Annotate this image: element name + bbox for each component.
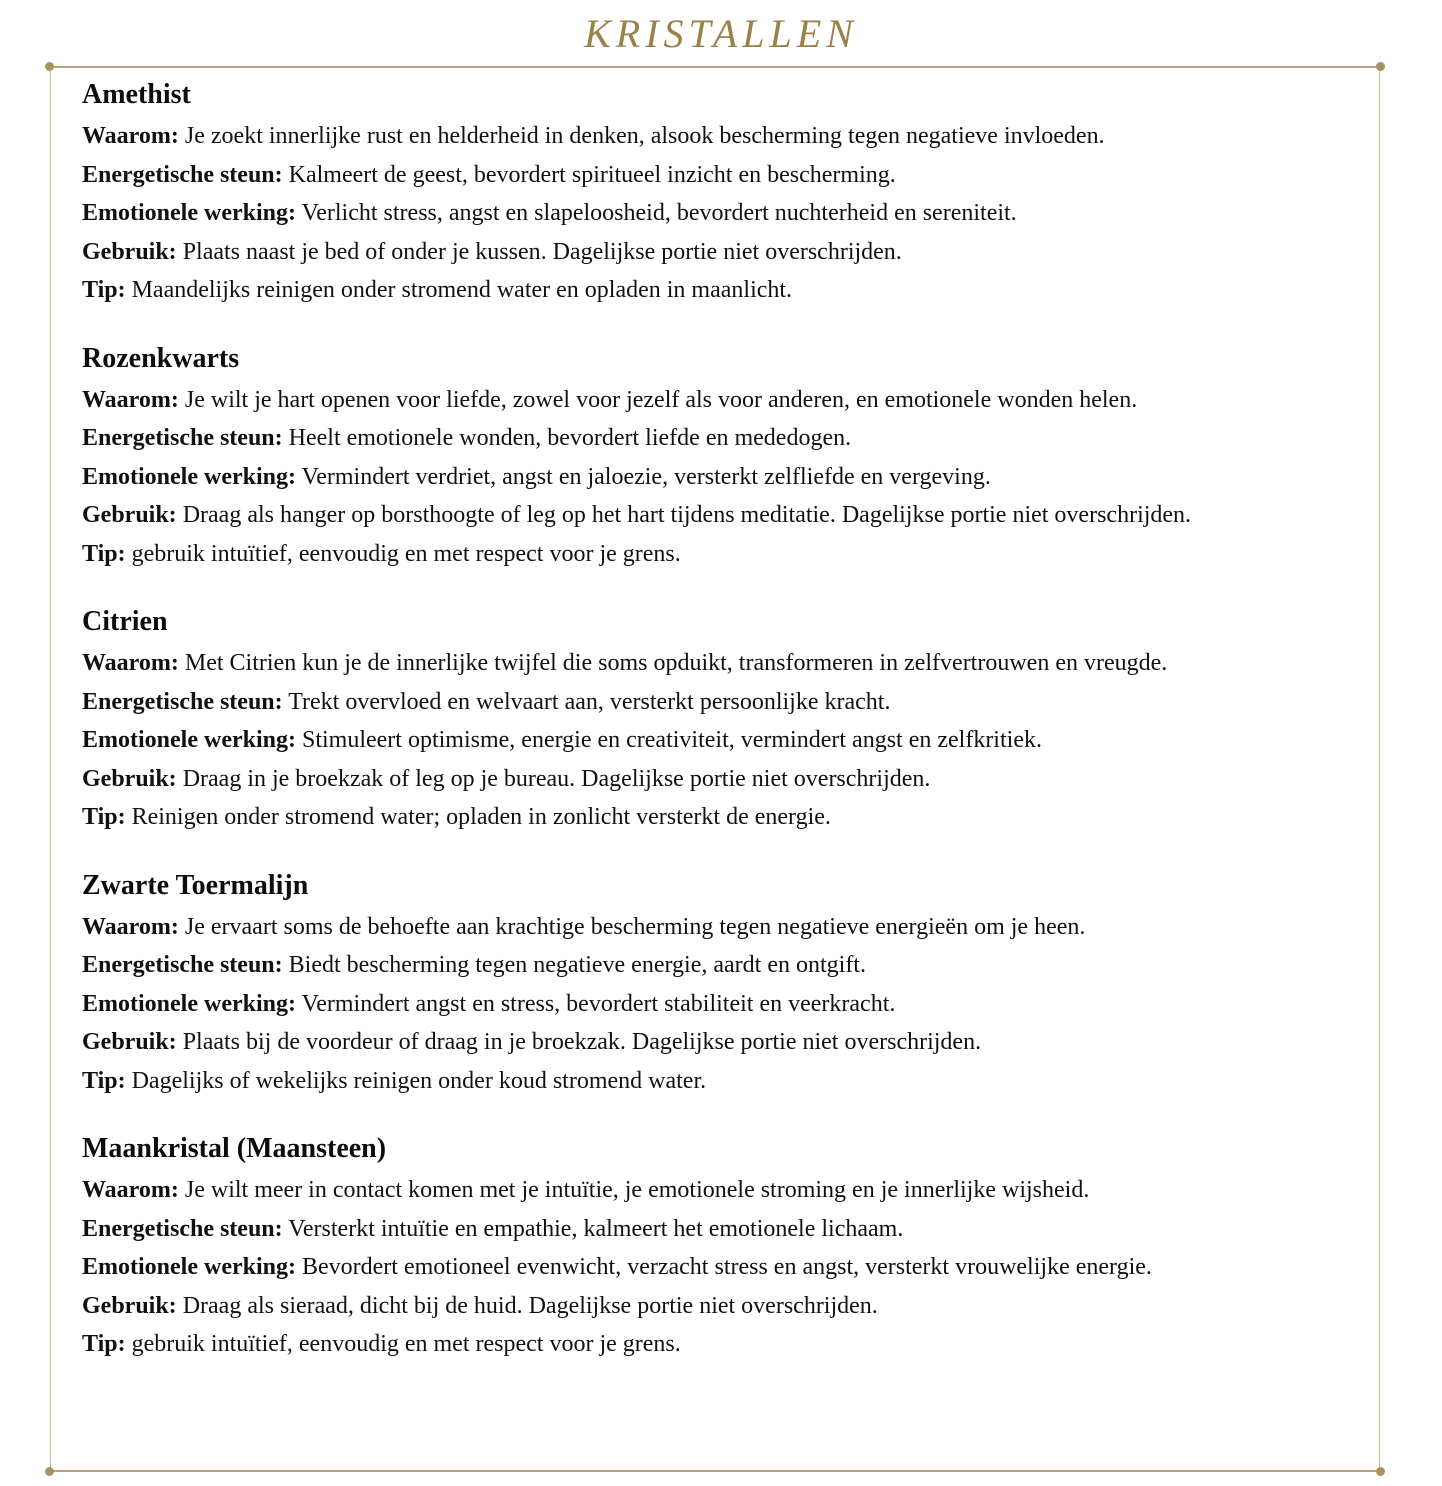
field-waarom xyxy=(82,908,1372,947)
field-text: Vermindert angst en stress, bevordert stabiliteit en veerkracht. xyxy=(301,990,896,1017)
field-text: Draag in je broekzak of leg op je bureau. Dagelijkse portie niet overschrijden. xyxy=(182,765,931,792)
field-label: Tip: xyxy=(82,804,126,830)
field-label: Energetische steun: xyxy=(82,688,283,715)
field-text: Reinigen onder stromend water; opladen in zonlicht versterkt de energie. xyxy=(131,804,831,830)
field-energetische-steun xyxy=(82,419,1372,458)
field-label: Waarom: xyxy=(82,123,179,149)
field-text: Trekt overvloed en welvaart aan, versterkt persoonlijke kracht. xyxy=(288,688,891,715)
field-text: Bevordert emotioneel evenwicht, verzacht stress en angst, versterkt vrouwelijke energie. xyxy=(301,1254,1152,1280)
field-text: Maandelijks reinigen onder stromend water en opladen in maanlicht. xyxy=(131,277,793,303)
field-label: Tip: xyxy=(82,1067,126,1094)
field-label: Emotionele werking: xyxy=(82,200,296,226)
field-label: Tip: xyxy=(82,540,126,567)
field-text: Je ervaart soms de behoefte aan krachtige bescherming tegen negatieve energieën om je heen. xyxy=(184,913,1086,940)
field-label: Waarom: xyxy=(82,913,179,940)
field-energetische-steun xyxy=(82,1210,1372,1249)
field-text: Verlicht stress, angst en slapeloosheid, bevordert nuchterheid en sereniteit. xyxy=(301,200,1017,226)
field-tip xyxy=(82,1325,1372,1364)
field-text: Plaats bij de voordeur of draag in je broekzak. Dagelijkse portie niet overschrijden. xyxy=(182,1029,982,1055)
field-label: Tip: xyxy=(82,1331,126,1357)
field-text: Heelt emotionele wonden, bevordert liefde en mededogen. xyxy=(288,425,852,451)
field-tip xyxy=(82,271,1372,310)
field-tip xyxy=(82,798,1372,837)
crystal-section-citrien xyxy=(82,603,1372,837)
field-label: Gebruik: xyxy=(82,238,177,265)
crystal-section-rozenkwarts xyxy=(82,340,1372,574)
field-text: Je zoekt innerlijke rust en helderheid in denken, alsook bescherming tegen negatieve invloeden. xyxy=(184,123,1105,149)
crystal-name: Amethist xyxy=(82,79,191,110)
crystal-name: Maankristal (Maansteen) xyxy=(82,1133,387,1164)
field-label: Emotionele werking: xyxy=(82,463,296,490)
field-label: Energetische steun: xyxy=(82,952,283,978)
field-text: gebruik intuïtief, eenvoudig en met respect voor je grens. xyxy=(131,1331,681,1357)
field-tip xyxy=(82,1062,1372,1101)
field-emotionele-werking xyxy=(82,194,1372,233)
field-emotionele-werking xyxy=(82,985,1372,1024)
crystal-section-zwarte-toermalijn xyxy=(82,867,1372,1101)
field-text: Stimuleert optimisme, energie en creativiteit, vermindert angst en zelfkritiek. xyxy=(301,727,1042,753)
field-label: Gebruik: xyxy=(82,502,177,528)
crystal-section-maankristal xyxy=(82,1130,1372,1364)
field-label: Energetische steun: xyxy=(82,1215,283,1242)
field-emotionele-werking xyxy=(82,1248,1372,1287)
field-text: Kalmeert de geest, bevordert spiritueel inzicht en bescherming. xyxy=(288,161,896,188)
field-text: Plaats naast je bed of onder je kussen. Dagelijkse portie niet overschrijden. xyxy=(182,238,902,265)
frame-corner-dot-bottom-right xyxy=(1376,1467,1385,1476)
field-energetische-steun xyxy=(82,683,1372,722)
frame-corner-dot-top-left xyxy=(45,62,54,71)
field-label: Waarom: xyxy=(82,386,179,413)
crystal-name: Citrien xyxy=(82,606,168,637)
field-emotionele-werking xyxy=(82,458,1372,497)
field-gebruik xyxy=(82,1023,1372,1062)
field-label: Energetische steun: xyxy=(82,161,283,188)
field-waarom xyxy=(82,1171,1372,1210)
field-label: Gebruik: xyxy=(82,765,177,792)
field-label: Waarom: xyxy=(82,1177,179,1203)
crystal-name: Rozenkwarts xyxy=(82,342,240,374)
field-gebruik xyxy=(82,233,1372,272)
field-text: Je wilt je hart openen voor liefde, zowel voor jezelf als voor anderen, en emotionele wonden helen. xyxy=(184,386,1138,413)
crystal-section-amethist xyxy=(82,76,1372,310)
crystal-name: Zwarte Toermalijn xyxy=(82,869,309,901)
field-gebruik xyxy=(82,1287,1372,1326)
field-text: Biedt bescherming tegen negatieve energie, aardt en ontgift. xyxy=(288,952,866,978)
field-gebruik xyxy=(82,760,1372,799)
field-label: Energetische steun: xyxy=(82,425,283,451)
field-tip xyxy=(82,535,1372,574)
field-text: gebruik intuïtief, eenvoudig en met respect voor je grens. xyxy=(131,540,681,567)
field-text: Dagelijks of wekelijks reinigen onder koud stromend water. xyxy=(131,1067,707,1094)
field-label: Tip: xyxy=(82,277,126,303)
field-label: Gebruik: xyxy=(82,1029,177,1055)
crystal-list xyxy=(82,76,1372,1394)
field-energetische-steun xyxy=(82,946,1372,985)
field-gebruik xyxy=(82,496,1372,535)
frame-corner-dot-bottom-left xyxy=(45,1467,54,1476)
field-waarom xyxy=(82,644,1372,683)
field-label: Emotionele werking: xyxy=(82,990,296,1017)
field-text: Draag als hanger op borsthoogte of leg op het hart tijdens meditatie. Dagelijkse portie niet overschrijden. xyxy=(182,502,1192,528)
field-label: Gebruik: xyxy=(82,1292,177,1319)
field-text: Je wilt meer in contact komen met je intuïtie, je emotionele stroming en je innerlijke wijsheid. xyxy=(184,1177,1090,1203)
frame-corner-dot-top-right xyxy=(1376,62,1385,71)
field-label: Emotionele werking: xyxy=(82,1254,296,1280)
field-label: Emotionele werking: xyxy=(82,727,296,753)
field-waarom xyxy=(82,381,1372,420)
field-emotionele-werking xyxy=(82,721,1372,760)
field-waarom xyxy=(82,117,1372,156)
field-text: Versterkt intuïtie en empathie, kalmeert het emotionele lichaam. xyxy=(288,1215,904,1242)
field-text: Vermindert verdriet, angst en jaloezie, versterkt zelfliefde en vergeving. xyxy=(301,463,991,490)
field-label: Waarom: xyxy=(82,650,179,676)
field-text: Met Citrien kun je de innerlijke twijfel die soms opduikt, transformeren in zelfvertrouwen en vreugde. xyxy=(184,650,1168,676)
field-energetische-steun xyxy=(82,156,1372,195)
field-text: Draag als sieraad, dicht bij de huid. Dagelijkse portie niet overschrijden. xyxy=(182,1292,878,1319)
page-title: KRISTALLEN xyxy=(584,11,858,56)
